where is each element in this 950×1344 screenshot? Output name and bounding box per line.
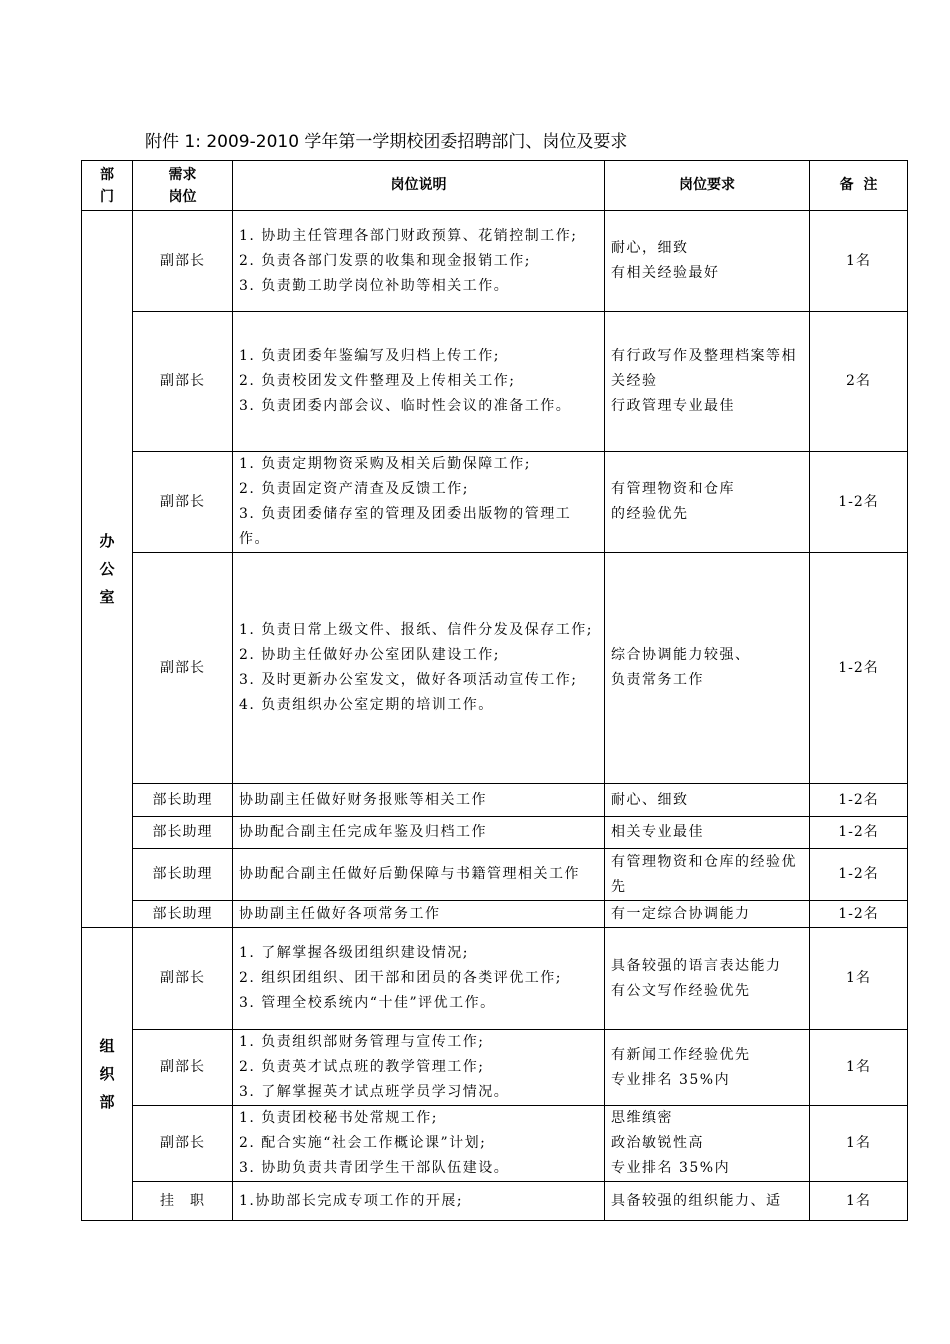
note-cell: 1名 [810,211,908,312]
requirement-cell: 有管理物资和仓库 的经验优先 [605,452,810,553]
table-row [82,928,908,1030]
description-cell: 1. 负责团委年鉴编写及归档上传工作; 2. 负责校团发文件整理及上传相关工作; 3. 负责团委内部会议、临时性会议的准备工作。 [233,312,605,452]
note-cell: 1-2名 [810,849,908,901]
position-cell: 部长助理 [133,849,233,901]
description-cell: 1. 负责团校秘书处常规工作; 2. 配合实施“社会工作概论课”计划; 3. 协助负责共青团学生干部队伍建设。 [233,1106,605,1182]
requirement-cell: 相关专业最佳 [605,817,810,849]
description-cell: 协助配合副主任做好后勤保障与书籍管理相关工作 [233,849,605,901]
requirement-cell: 耐心、细致 [605,784,810,817]
header-description: 岗位说明 [233,161,605,211]
note-cell: 1-2名 [810,901,908,928]
dept-cell-office: 办公室 [82,211,133,928]
table-row [82,1106,908,1182]
note-cell: 1名 [810,928,908,1030]
requirement-cell: 具备较强的语言表达能力 有公文写作经验优先 [605,928,810,1030]
table-row [82,452,908,553]
recruitment-table [81,160,908,1221]
position-cell: 部长助理 [133,901,233,928]
requirement-cell: 具备较强的组织能力、适 [605,1182,810,1221]
position-cell: 部长助理 [133,817,233,849]
dept-cell-organization: 组织部 [82,928,133,1221]
position-cell: 副部长 [133,312,233,452]
header-row [82,161,908,211]
note-cell: 1名 [810,1182,908,1221]
description-cell: 1. 了解掌握各级团组织建设情况; 2. 组织团组织、团干部和团员的各类评优工作; 3. 管理全校系统内“十佳”评优工作。 [233,928,605,1030]
table-row [82,849,908,901]
table-row [82,553,908,784]
requirement-cell: 有新闻工作经验优先 专业排名 35%内 [605,1030,810,1106]
description-cell: 协助副主任做好财务报账等相关工作 [233,784,605,817]
position-cell: 副部长 [133,1030,233,1106]
position-cell: 副部长 [133,1106,233,1182]
table-row [82,211,908,312]
position-cell: 挂 职 [133,1182,233,1221]
note-cell: 1-2名 [810,553,908,784]
position-cell: 部长助理 [133,784,233,817]
description-cell: 1. 协助主任管理各部门财政预算、花销控制工作; 2. 负责各部门发票的收集和现金报销工作; 3. 负责勤工助学岗位补助等相关工作。 [233,211,605,312]
description-cell: 协助配合副主任完成年鉴及归档工作 [233,817,605,849]
header-note: 备 注 [810,161,908,211]
header-requirement: 岗位要求 [605,161,810,211]
requirement-cell: 有行政写作及整理档案等相关经验 行政管理专业最佳 [605,312,810,452]
note-cell: 1-2名 [810,784,908,817]
note-cell: 1名 [810,1030,908,1106]
table-row [82,784,908,817]
note-cell: 1名 [810,1106,908,1182]
table-row [82,312,908,452]
description-cell: 协助副主任做好各项常务工作 [233,901,605,928]
requirement-cell: 有一定综合协调能力 [605,901,810,928]
table-row [82,1030,908,1106]
description-cell: 1. 负责日常上级文件、报纸、信件分发及保存工作; 2. 协助主任做好办公室团队建设工作; 3. 及时更新办公室发文，做好各项活动宣传工作; 4. 负责组织办公室定期的培训工作。 [233,553,605,784]
header-dept: 部门 [82,161,133,211]
description-cell: 1. 负责定期物资采购及相关后勤保障工作; 2. 负责固定资产清查及反馈工作; 3. 负责团委储存室的管理及团委出版物的管理工作。 [233,452,605,553]
table-row [82,817,908,849]
note-cell: 2名 [810,312,908,452]
note-cell: 1-2名 [810,817,908,849]
description-cell: 1. 负责组织部财务管理与宣传工作; 2. 负责英才试点班的教学管理工作; 3. 了解掌握英才试点班学员学习情况。 [233,1030,605,1106]
requirement-cell: 综合协调能力较强、 负责常务工作 [605,553,810,784]
position-cell: 副部长 [133,452,233,553]
table-row [82,901,908,928]
header-position: 需求岗位 [133,161,233,211]
position-cell: 副部长 [133,928,233,1030]
requirement-cell: 思维缜密 政治敏锐性高 专业排名 35%内 [605,1106,810,1182]
position-cell: 副部长 [133,553,233,784]
table-row [82,1182,908,1221]
requirement-cell: 耐心，细致 有相关经验最好 [605,211,810,312]
position-cell: 副部长 [133,211,233,312]
requirement-cell: 有管理物资和仓库的经验优先 [605,849,810,901]
note-cell: 1-2名 [810,452,908,553]
page-title: 附件 1: 2009-2010 学年第一学期校团委招聘部门、岗位及要求 [145,132,628,152]
description-cell: 1.协助部长完成专项工作的开展; [233,1182,605,1221]
